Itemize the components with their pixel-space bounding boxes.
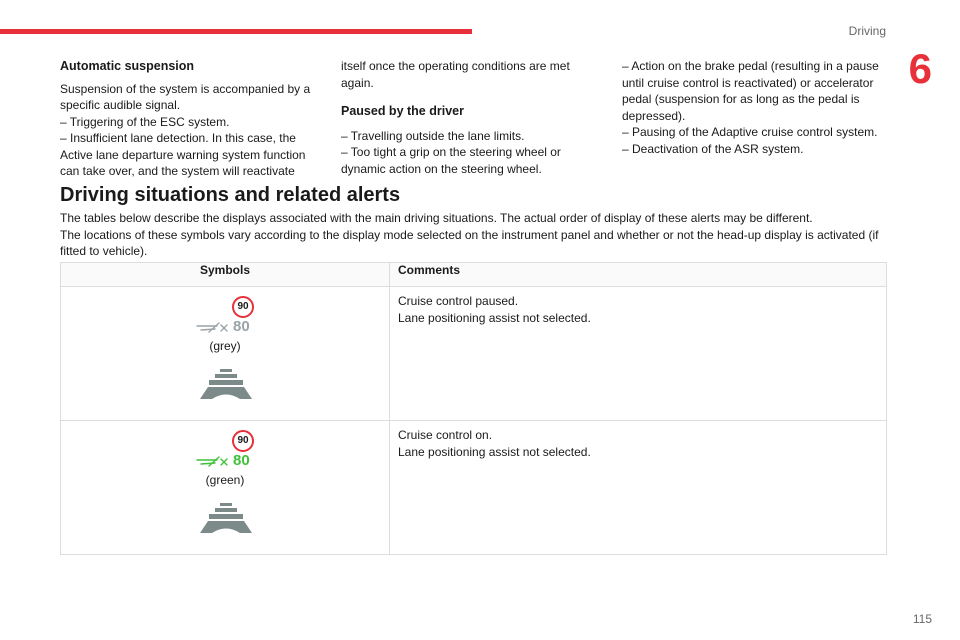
column-header-symbols: Symbols: [61, 263, 390, 287]
comment-cell: [390, 287, 887, 421]
list-item: – Action on the brake pedal (resulting in a pause until cruise control is reactivated) or accelerator pedal (suspension for as long as the pedal is depressed).: [622, 59, 879, 123]
speed-limit-icon: 90: [232, 296, 254, 318]
chapter-number: 6: [908, 45, 932, 92]
paragraph: itself once the operating conditions are met again.: [341, 59, 570, 90]
intro-paragraph: The locations of these symbols vary according to the display mode selected on the instrument panel and whether or not the head-up display is activated (if fitted to vehicle).: [60, 227, 879, 258]
list-item: – Triggering of the ESC system.: [60, 114, 230, 129]
header-accent-bar: [0, 29, 472, 34]
column-1: [60, 58, 316, 180]
column-header-comments: Comments: [390, 263, 887, 287]
cruise-control-icon: [195, 321, 235, 335]
symbol-cell: [61, 287, 390, 421]
table-header-row: [61, 263, 887, 287]
cruise-control-icon: [195, 455, 235, 469]
column-2: [341, 58, 597, 177]
table-row: [61, 421, 887, 555]
paragraph: Suspension of the system is accompanied by a specific audible signal.: [60, 81, 311, 112]
list-item: – Pausing of the Adaptive cruise control system.: [622, 125, 878, 139]
speed-limit-icon: 90: [232, 430, 254, 452]
list-item: – Insufficient lane detection. In this case, the Active lane departure warning system function can take over, and the system will reactivate: [60, 131, 306, 178]
lane-road-icon: [200, 503, 252, 533]
symbol-cell: [61, 421, 390, 555]
table-row: [61, 287, 887, 421]
section-title: Driving situations and related alerts: [60, 184, 401, 206]
column-3: [622, 58, 888, 157]
intro-paragraph: The tables below describe the displays associated with the main driving situations. The actual order of display of these alerts may be different.: [60, 211, 813, 225]
comment-line: Cruise control on.: [398, 428, 493, 442]
symbol-state: (green): [205, 473, 245, 487]
set-speed-value: 80: [233, 318, 250, 335]
alerts-table: [60, 262, 887, 555]
list-item: – Travelling outside the lane limits.: [341, 128, 525, 143]
heading-paused-by-driver: Paused by the driver: [341, 104, 464, 118]
section-intro: [60, 210, 890, 260]
comment-line: Lane positioning assist not selected.: [398, 310, 591, 325]
header-title: Driving: [848, 24, 886, 38]
page-number: 115: [912, 612, 932, 626]
comment-cell: [390, 421, 887, 555]
heading-automatic-suspension: Automatic suspension: [60, 59, 195, 73]
comment-line: Cruise control paused.: [398, 294, 519, 308]
lane-road-icon: [200, 369, 252, 399]
symbol-state: (grey): [209, 339, 241, 353]
list-item: – Too tight a grip on the steering wheel or dynamic action on the steering wheel.: [341, 145, 561, 176]
list-item: – Deactivation of the ASR system.: [622, 141, 804, 156]
set-speed-value: 80: [233, 452, 250, 469]
comment-line: Lane positioning assist not selected.: [398, 444, 591, 459]
